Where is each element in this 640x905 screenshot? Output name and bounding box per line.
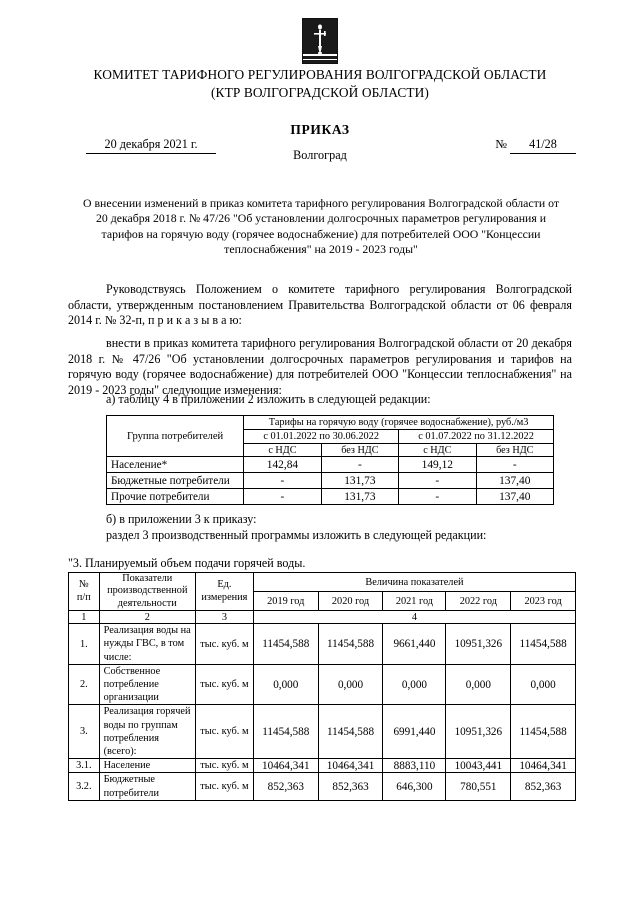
document-type-heading: ПРИКАЗ xyxy=(290,122,350,137)
volume-colnum-3: 3 xyxy=(195,611,253,624)
tariff-span-header: Тарифы на горячую воду (горячее водоснабжение), руб./м3 xyxy=(244,416,554,430)
volume-cell: 9661,440 xyxy=(383,624,446,665)
volume-colnum-1: 1 xyxy=(69,611,100,624)
number-value: 41/28 xyxy=(510,137,576,154)
volume-cell: 11454,588 xyxy=(511,624,576,665)
volume-cell: 10951,326 xyxy=(446,624,511,665)
section-3-title-container xyxy=(68,556,572,572)
volume-row-no: 1. xyxy=(69,624,100,665)
volume-header-indicator-line2: производственной xyxy=(107,585,188,597)
volume-cell: 780,551 xyxy=(446,773,511,800)
tariff-row-label: Население* xyxy=(107,457,244,473)
document-subject: О внесении изменений в приказ комитета тарифного регулирования Волгоградской области от 20 декабря 2018 г. № 47/26 "Об установлении долгосрочных параметров регулирования и тарифов на горячую воду (горячее водоснабжение) для потребителей ООО "Концессии теплоснабжения" на 2019 - 2023 годы" xyxy=(83,196,559,257)
tariff-cell: 137,40 xyxy=(476,473,553,489)
volume-cell: 10951,326 xyxy=(446,705,511,759)
tariff-vat-with-1: с НДС xyxy=(244,444,321,457)
tariff-cell: 137,40 xyxy=(476,489,553,505)
tariff-vat-without-1: без НДС xyxy=(321,444,398,457)
tariff-row-label: Прочие потребители xyxy=(107,489,244,505)
volume-header-year-2022: 2022 год xyxy=(446,592,511,611)
tariff-cell: 131,73 xyxy=(321,473,398,489)
volume-cell: 10464,341 xyxy=(511,759,576,773)
tariff-vat-without-2: без НДС xyxy=(476,444,553,457)
volume-row-unit: тыс. куб. м xyxy=(195,705,253,759)
volume-row-indicator: Население xyxy=(99,759,195,773)
volume-cell: 852,363 xyxy=(318,773,383,800)
tariff-vat-with-2: с НДС xyxy=(399,444,476,457)
tariff-cell: - xyxy=(244,489,321,505)
volume-header-unit-line1: Ед. xyxy=(217,579,232,591)
volume-row-unit: тыс. куб. м xyxy=(195,759,253,773)
table-row xyxy=(69,759,576,773)
volume-cell: 852,363 xyxy=(253,773,318,800)
volume-cell: 10043,441 xyxy=(446,759,511,773)
organization-title-line1: КОМИТЕТ ТАРИФНОГО РЕГУЛИРОВАНИЯ ВОЛГОГРАДСКОЙ ОБЛАСТИ xyxy=(93,67,547,82)
volume-cell: 11454,588 xyxy=(253,705,318,759)
volume-cell: 11454,588 xyxy=(318,705,383,759)
tariff-table-container xyxy=(106,415,554,505)
tariff-cell: - xyxy=(399,489,476,505)
table-row xyxy=(107,489,554,505)
volume-header-values: Величина показателей xyxy=(253,573,575,592)
body-item-a: а) таблицу 4 в приложении 2 изложить в следующей редакции: xyxy=(106,392,431,406)
volume-header-unit-line2: измерения xyxy=(201,591,248,603)
body-paragraph-1: Руководствуясь Положением о комитете тарифного регулирования Волгоградской области, утвержденным постановлением Правительства Волгоградской области от 06 февраля 2014 г. № 32-п, п р и к а з ы в а ю: xyxy=(68,282,572,328)
emblem-base-line-bottom xyxy=(303,59,337,60)
body-item-a-container xyxy=(68,392,572,408)
volume-cell: 6991,440 xyxy=(383,705,446,759)
volume-header-year-2019: 2019 год xyxy=(253,592,318,611)
volume-header-year-2020: 2020 год xyxy=(318,592,383,611)
volume-header-no-line1: № xyxy=(78,579,89,591)
volume-row-unit: тыс. куб. м xyxy=(195,664,253,705)
emblem-container xyxy=(0,18,640,69)
body-item-b-sub-container xyxy=(68,528,572,544)
volume-row-unit: тыс. куб. м xyxy=(195,624,253,665)
tariff-group-header: Группа потребителей xyxy=(107,416,244,457)
tariff-cell: - xyxy=(321,457,398,473)
body-item-b: б) в приложении 3 к приказу: xyxy=(106,512,257,526)
organization-title-line2: (КТР ВОЛГОГРАДСКОЙ ОБЛАСТИ) xyxy=(210,85,429,100)
volume-cell: 0,000 xyxy=(511,664,576,705)
tariff-cell: - xyxy=(399,473,476,489)
volume-colnum-4: 4 xyxy=(253,611,575,624)
body-item-b-sub: раздел 3 производственный программы изложить в следующей редакции: xyxy=(106,528,487,542)
volume-cell: 646,300 xyxy=(383,773,446,800)
volume-row-unit: тыс. куб. м xyxy=(195,773,253,800)
body-paragraph-1-container xyxy=(68,282,572,329)
volume-header-no xyxy=(69,573,100,611)
table-row xyxy=(69,705,576,759)
volume-row-indicator: Реализация воды на нужды ГВС, в том числе: xyxy=(99,624,195,665)
volume-header-unit xyxy=(195,573,253,611)
volume-cell: 10464,341 xyxy=(253,759,318,773)
volume-cell: 0,000 xyxy=(383,664,446,705)
volume-cell: 11454,588 xyxy=(318,624,383,665)
volume-header-no-line2: п/п xyxy=(76,591,91,603)
document-city: Волгоград xyxy=(293,148,347,162)
tariff-period-2: с 01.07.2022 по 31.12.2022 xyxy=(399,430,554,444)
section-3-title: "3. Планируемый объем подачи горячей воды. xyxy=(68,556,306,570)
volume-row-no: 2. xyxy=(69,664,100,705)
volume-header-year-2021: 2021 год xyxy=(383,592,446,611)
volume-row-indicator: Реализация горячей воды по группам потребления (всего): xyxy=(99,705,195,759)
volume-row-indicator: Собственное потребление организации xyxy=(99,664,195,705)
volume-cell: 0,000 xyxy=(446,664,511,705)
tariff-cell: - xyxy=(476,457,553,473)
volume-header-indicator-line3: деятельности xyxy=(117,597,177,609)
volume-header-indicator xyxy=(99,573,195,611)
body-item-b-container xyxy=(68,512,572,528)
table-row xyxy=(107,416,554,430)
volume-colnum-2: 2 xyxy=(99,611,195,624)
tariff-cell: 149,12 xyxy=(399,457,476,473)
volume-cell: 0,000 xyxy=(318,664,383,705)
tariff-row-label: Бюджетные потребители xyxy=(107,473,244,489)
table-row xyxy=(107,457,554,473)
table-row xyxy=(69,611,576,624)
tariff-cell: - xyxy=(244,473,321,489)
volume-cell: 11454,588 xyxy=(511,705,576,759)
emblem-base-line-top xyxy=(303,54,337,56)
coat-of-arms-emblem xyxy=(302,18,338,64)
tariff-period-1: с 01.01.2022 по 30.06.2022 xyxy=(244,430,399,444)
volume-header-indicator-line1: Показатели xyxy=(122,573,173,584)
table-row xyxy=(69,573,576,592)
volume-row-indicator: Бюджетные потребители xyxy=(99,773,195,800)
volume-table xyxy=(68,572,576,801)
volume-cell: 11454,588 xyxy=(253,624,318,665)
document-date: 20 декабря 2021 г. xyxy=(86,137,216,154)
table-row xyxy=(107,473,554,489)
volume-row-no: 3.2. xyxy=(69,773,100,800)
volume-cell: 10464,341 xyxy=(318,759,383,773)
volume-header-year-2023: 2023 год xyxy=(511,592,576,611)
table-row xyxy=(69,624,576,665)
tariff-table xyxy=(106,415,554,505)
table-row xyxy=(69,664,576,705)
volume-cell: 0,000 xyxy=(253,664,318,705)
tariff-cell: 142,84 xyxy=(244,457,321,473)
tariff-cell: 131,73 xyxy=(321,489,398,505)
volume-table-container xyxy=(68,572,576,801)
number-symbol: № xyxy=(495,137,507,151)
volume-cell: 852,363 xyxy=(511,773,576,800)
table-row xyxy=(69,773,576,800)
body-paragraph-2: внести в приказ комитета тарифного регулирования Волгоградской области от 20 декабря 2018 г. № 47/26 "Об установлении долгосрочных параметров регулирования и тарифов на горячую воду (горячее водоснабжение) для потребителей ООО "Концессии теплоснабжения" на 2019 - 2023 годы" следующие изменения: xyxy=(68,336,572,397)
volume-row-no: 3.1. xyxy=(69,759,100,773)
volume-cell: 8883,110 xyxy=(383,759,446,773)
volume-row-no: 3. xyxy=(69,705,100,759)
organization-title xyxy=(50,66,590,102)
body-paragraph-2-container xyxy=(68,336,572,398)
